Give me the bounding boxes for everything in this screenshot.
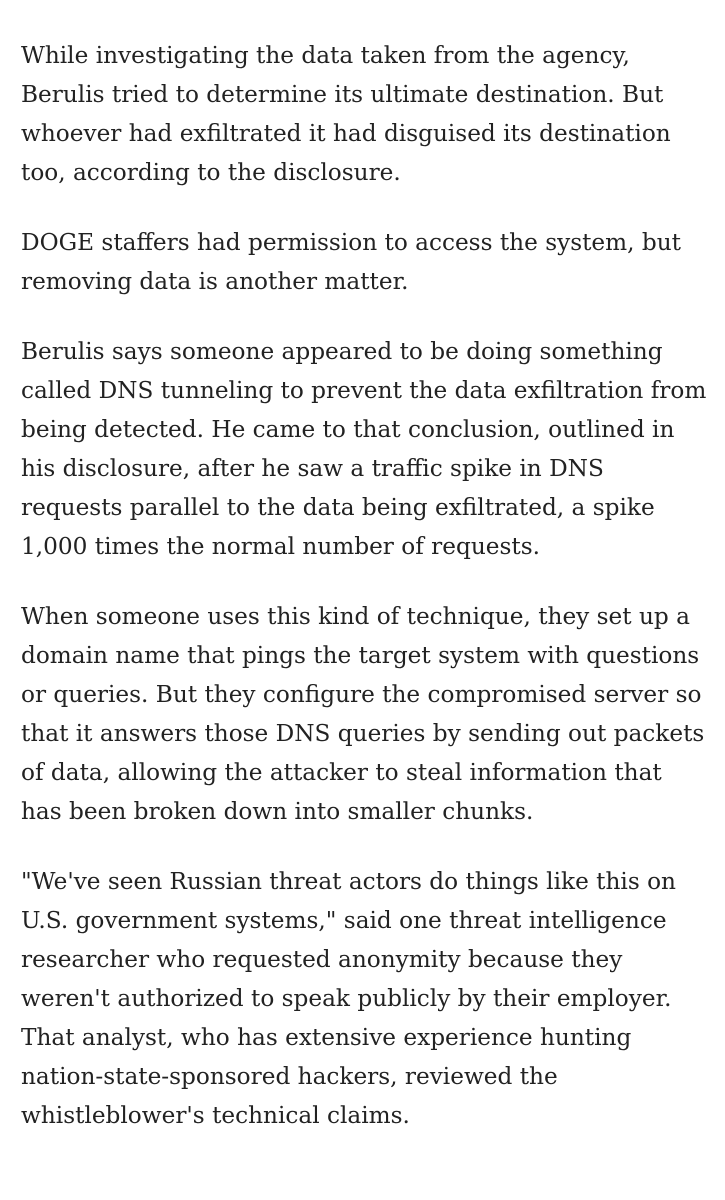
article-paragraph: Berulis says someone appeared to be doing something called DNS tunneling to prevent the data exfiltration from being detected. He came to that conclusion, outlined in his disclosure, after he saw a traffic spike in DNS requests parallel to the data being exfiltrated, a spike 1,000 times the normal number of requests. [21, 338, 707, 560]
article-paragraph: "We've seen Russian threat actors do things like this on U.S. government systems," said one threat intelligence researcher who requested anonymity because they weren't authorized to speak publicly by their employer. That analyst, who has extensive experience hunting nation-state-sponsored hackers, reviewed the whistleblower's technical claims. [21, 868, 676, 1129]
article-paragraph: DOGE staffers had permission to access the system, but removing data is another matter. [21, 229, 681, 295]
article-paragraph: While investigating the data taken from the agency, Berulis tried to determine its ultimate destination. But whoever had exfiltrated it had disguised its destination too, according to the disclosure. [21, 42, 671, 186]
article-paragraph: When someone uses this kind of technique, they set up a domain name that pings the target system with questions or queries. But they configure the compromised server so that it answers those DNS queries by sending out packets of data, allowing the attacker to steal information that has been broken down into smaller chunks. [21, 603, 705, 825]
